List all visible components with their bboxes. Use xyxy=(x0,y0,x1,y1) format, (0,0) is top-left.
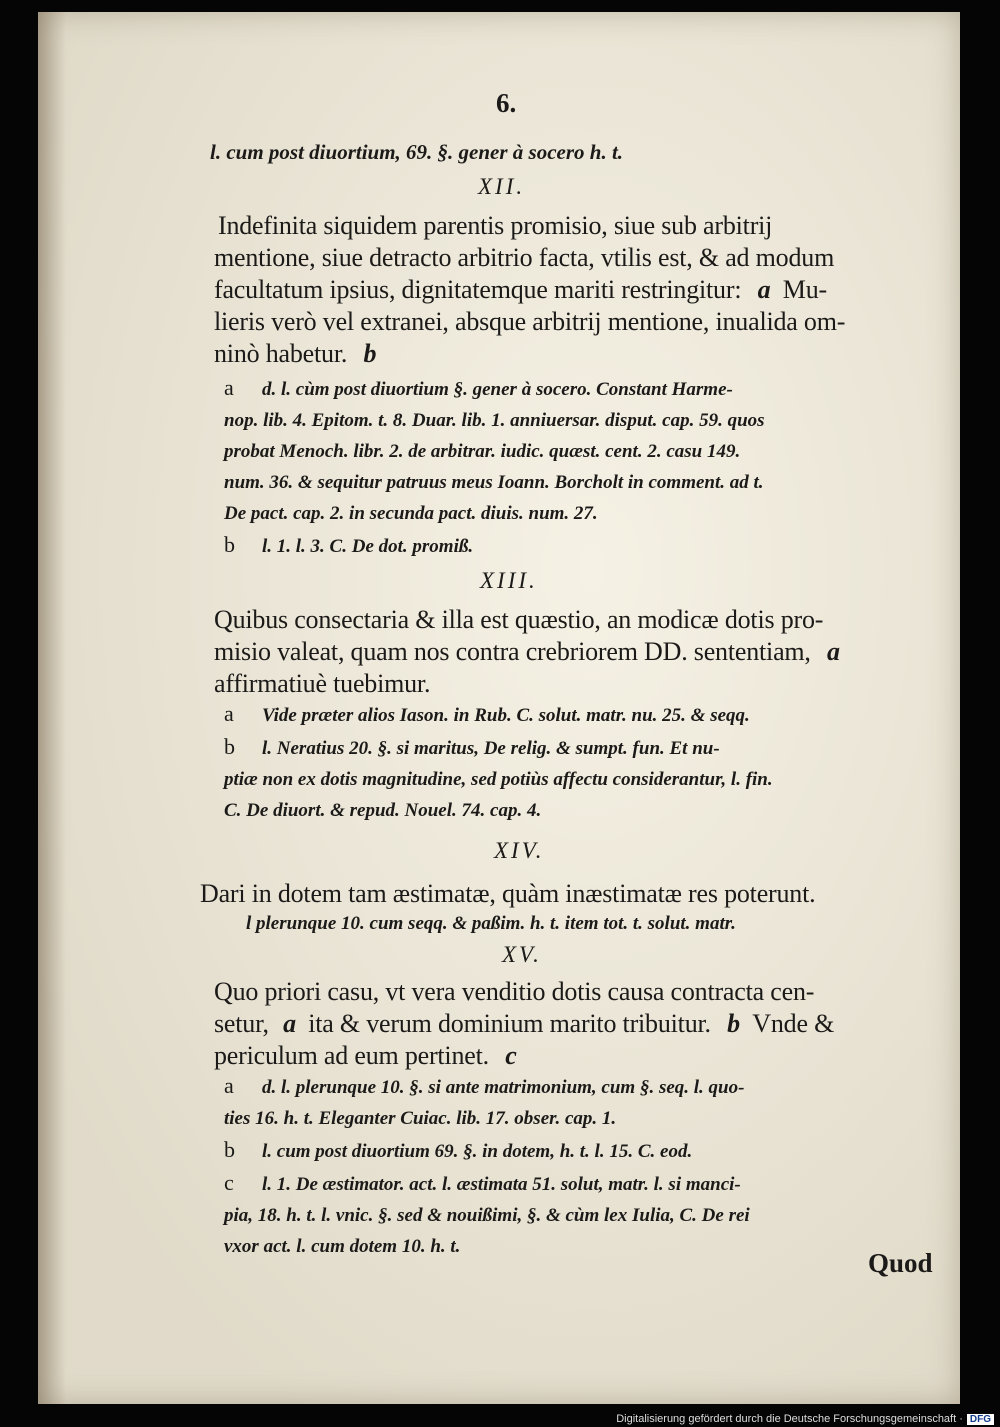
section-numeral-xiv: XIV. xyxy=(494,838,545,863)
text-line: Quibus consectaria & illa est quæstio, an modicæ dotis pro- xyxy=(214,605,824,634)
catchword: Quod xyxy=(868,1248,933,1278)
section-xiv-citation: l plerunque 10. cum seqq. & paßim. h. t. item tot. t. solut. matr. xyxy=(246,913,736,934)
text-line: affirmatiuè tuebimur. xyxy=(214,669,431,698)
footnote-mark: a xyxy=(827,637,840,666)
footnote-text: l. cum post diuortium 69. §. in dotem, h. t. l. 15. C. eod. xyxy=(262,1141,693,1162)
text-line xyxy=(214,636,840,668)
section-xii-text xyxy=(214,210,845,370)
footnote-label: a xyxy=(224,1073,234,1098)
footnote-line xyxy=(224,1070,750,1103)
section-numeral-xii: XII. xyxy=(478,174,526,199)
footnote-mark: b xyxy=(727,1009,740,1038)
text-line xyxy=(214,338,845,370)
footnotes-xii xyxy=(224,372,765,562)
footnote-mark: b xyxy=(363,339,377,368)
footnote-text: l. Neratius 20. §. si maritus, De relig. & sumpt. fun. Et nu- xyxy=(262,738,720,759)
footnote-label: b xyxy=(224,532,235,557)
footnote-line: num. 36. & sequitur patruus meus Ioann. Borcholt in comment. ad t. xyxy=(224,472,764,493)
text-fragment: facultatum ipsius, dignitatemque mariti restringitur: xyxy=(214,275,742,304)
section-xiii-text xyxy=(214,604,840,700)
footnote-line xyxy=(224,529,765,562)
footnote-mark: a xyxy=(283,1009,296,1038)
footnote-line: vxor act. l. cum dotem 10. h. t. xyxy=(224,1236,461,1257)
footnote-line xyxy=(224,1167,750,1200)
footnote-line xyxy=(224,731,773,764)
digitization-footer xyxy=(616,1413,994,1425)
footnote-mark: c xyxy=(505,1041,517,1070)
footer-text: Digitalisierung gefördert durch die Deutsche Forschungsgemeinschaft · xyxy=(616,1413,963,1425)
gutter-shadow xyxy=(38,12,66,1404)
footnote-text: d. l. plerunque 10. §. si ante matrimonium, cum §. seq. l. quo- xyxy=(262,1077,745,1098)
footnote-text: Vide præter alios Iason. in Rub. C. solut. matr. nu. 25. & seqq. xyxy=(262,705,750,726)
text-line xyxy=(214,1008,834,1040)
footnote-line: ptiæ non ex dotis magnitudine, sed potiùs affectu considerantur, l. fin. xyxy=(224,769,773,790)
section-xv-text xyxy=(214,976,834,1072)
section-xiv-text: Dari in dotem tam æstimatæ, quàm inæstimatæ res poterunt. xyxy=(200,879,816,908)
footnote-line: De pact. cap. 2. in secunda pact. diuis. num. 27. xyxy=(224,503,598,524)
text-line: Indefinita siquidem parentis promisio, siue sub arbitrij xyxy=(218,211,773,240)
dfg-logo: DFG xyxy=(967,1414,994,1425)
footnotes-xv xyxy=(224,1070,750,1262)
footnote-line: nop. lib. 4. Epitom. t. 8. Duar. lib. 1. anniuersar. disput. cap. 59. quos xyxy=(224,410,765,431)
footnote-line: pia, 18. h. t. l. vnic. §. sed & nouißimi, §. & cùm lex Iulia, C. De rei xyxy=(224,1205,750,1226)
footnote-label: b xyxy=(224,1137,235,1162)
text-fragment: misio valeat, quam nos contra crebriorem DD. sententiam, xyxy=(214,637,811,666)
text-fragment: Mu- xyxy=(782,275,827,304)
footnote-line xyxy=(224,698,773,731)
footnote-text: l. 1. l. 3. C. De dot. promiß. xyxy=(262,536,474,557)
footnote-mark: a xyxy=(757,275,771,304)
text-fragment: Vnde & xyxy=(752,1009,835,1038)
footnote-label: a xyxy=(224,701,234,726)
text-line: mentione, siue detracto arbitrio facta, vtilis est, & ad modum xyxy=(214,243,835,272)
text-line xyxy=(214,274,845,306)
footnote-line xyxy=(224,372,765,405)
header-citation: l. cum post diuortium, 69. §. gener à socero h. t. xyxy=(210,140,624,164)
text-line xyxy=(214,1040,834,1072)
footnote-line: probat Menoch. libr. 2. de arbitrar. iudic. quæst. cent. 2. casu 149. xyxy=(224,441,741,462)
footnote-line xyxy=(224,1134,750,1167)
page-number: 6. xyxy=(496,88,517,118)
section-numeral-xiii: XIII. xyxy=(480,568,538,593)
footnote-text: d. l. cùm post diuortium §. gener à socero. Constant Harme- xyxy=(262,379,733,400)
text-line: Quo priori casu, vt vera venditio dotis causa contracta cen- xyxy=(214,977,815,1006)
footnote-line: C. De diuort. & repud. Nouel. 74. cap. 4. xyxy=(224,800,542,821)
footnote-label: c xyxy=(224,1170,234,1195)
footnote-text: l. 1. De æstimator. act. l. æstimata 51. solut, matr. l. si manci- xyxy=(262,1174,741,1195)
book-page xyxy=(38,12,960,1404)
text-fragment: ninò habetur. xyxy=(214,339,348,368)
text-fragment: ita & verum dominium marito tribuitur. xyxy=(308,1009,711,1038)
footnote-label: a xyxy=(224,375,234,400)
footnote-label: b xyxy=(224,734,235,759)
section-numeral-xv: XV. xyxy=(502,942,542,967)
text-fragment: setur, xyxy=(214,1009,269,1038)
footnotes-xiii xyxy=(224,698,773,826)
text-fragment: periculum ad eum pertinet. xyxy=(214,1041,489,1070)
footnote-line: ties 16. h. t. Eleganter Cuiac. lib. 17. obser. cap. 1. xyxy=(224,1108,617,1129)
text-line: lieris verò vel extranei, absque arbitrij mentione, inualida om- xyxy=(214,307,846,336)
